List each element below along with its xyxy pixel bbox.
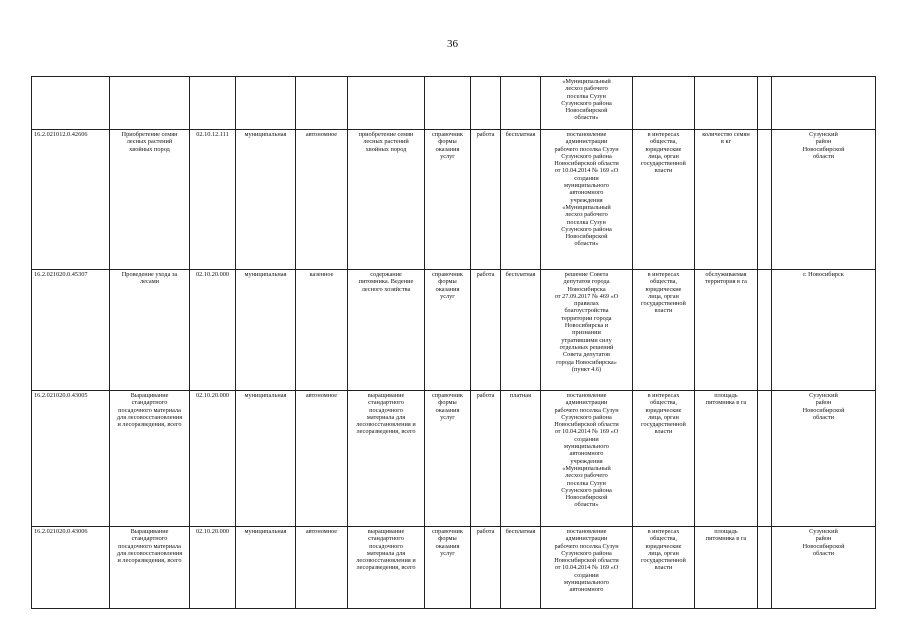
cell-kind: работа: [471, 130, 501, 270]
cell-territory: [772, 77, 876, 130]
cell-blank: [758, 391, 772, 527]
cell-service-name: Выращивание стандартного посадочного материала для лесовосстановления и лесоразведения, всего: [110, 391, 190, 527]
cell-okved: 02.10.20.000: [190, 270, 236, 391]
cell-code: 16.2.021020.0.43005: [32, 391, 110, 527]
cell-service-name: Проведение ухода за лесами: [110, 270, 190, 391]
cell-service-name: Выращивание стандартного посадочного материала для лесовосстановления и лесоразведения, всего: [110, 527, 190, 609]
cell-legal-basis: постановление администрации рабочего поселка Сузун Сузунского района Новосибирской области от 10.04.2014 № 169 «О создании муниципального автономного: [541, 527, 633, 609]
cell-indicator: площадь питомника в га: [695, 391, 758, 527]
table-row: [32, 270, 876, 391]
cell-blank: [758, 77, 772, 130]
cell-legal-basis: постановление администрации рабочего поселка Сузун Сузунского района Новосибирской области от 10.04.2014 № 169 «О создании муниципального автономного учреждения «Муниципальный лесхоз рабочего поселка Сузун Сузунского района Новосибирской области»: [541, 391, 633, 527]
cell-level: муниципальная: [236, 391, 296, 527]
table-row: [32, 77, 876, 130]
cell-legal-basis: «Муниципальный лесхоз рабочего поселка Сузун Сузунского района Новосибирской области»: [541, 77, 633, 130]
cell-kind: работа: [471, 527, 501, 609]
cell-blank: [758, 527, 772, 609]
cell-content: выращивание стандартного посадочного материала для лесовосстановления и лесоразведения, всего: [348, 527, 425, 609]
cell-consumers: в интересах общества, юридические лица, орган государственной власти: [633, 130, 695, 270]
cell-institution-type: автономное: [296, 391, 348, 527]
cell-territory: Сузунский район Новосибирской области: [772, 130, 876, 270]
cell-blank: [758, 130, 772, 270]
cell-consumers: в интересах общества, юридические лица, орган государственной власти: [633, 527, 695, 609]
cell-okved: 02.10.20.000: [190, 391, 236, 527]
page-number: 36: [447, 38, 458, 50]
cell-consumers: [633, 77, 695, 130]
cell-indicator: обслуживаемая территория в га: [695, 270, 758, 391]
cell-kind: [471, 77, 501, 130]
cell-legal-basis: решение Совета депутатов города Новосибирска от 27.09.2017 № 469 «О правилах благоустройства территории города Новосибирска и признании утратившими силу отдельных решений Совета депутатов города Новосибирска» (пункт 4.6): [541, 270, 633, 391]
cell-blank: [758, 270, 772, 391]
cell-service-name: [110, 77, 190, 130]
cell-indicator: количество семян в кг: [695, 130, 758, 270]
cell-code: 16.2.021020.0.45307: [32, 270, 110, 391]
cell-okved: 02.10.20.000: [190, 527, 236, 609]
cell-institution-type: казенное: [296, 270, 348, 391]
cell-level: муниципальная: [236, 270, 296, 391]
cell-level: муниципальная: [236, 130, 296, 270]
cell-okved: [190, 77, 236, 130]
cell-legal-basis: постановление администрации рабочего поселка Сузун Сузунского района Новосибирской области от 10.04.2014 № 169 «О создании муниципального автономного учреждения «Муниципальный лесхоз рабочего поселка Сузун Сузунского района Новосибирской области»: [541, 130, 633, 270]
cell-territory: Сузунский район Новосибирской области: [772, 527, 876, 609]
cell-content: содержание питомника. Ведение лесного хозяйства: [348, 270, 425, 391]
cell-content: выращивание стандартного посадочного материала для лесовосстановления и лесоразведения, всего: [348, 391, 425, 527]
cell-payment: бесплатная: [501, 527, 541, 609]
cell-payment: бесплатная: [501, 130, 541, 270]
cell-service-name: Приобретение семян лесных растений хвойных пород: [110, 130, 190, 270]
cell-code: 16.2.021020.0.43006: [32, 527, 110, 609]
cell-payment: [501, 77, 541, 130]
table-row: [32, 391, 876, 527]
cell-territory: г. Новосибирск: [772, 270, 876, 391]
cell-register: справочник формы оказания услуг: [425, 527, 471, 609]
cell-payment: бесплатная: [501, 270, 541, 391]
cell-register: [425, 77, 471, 130]
services-registry-table: [31, 76, 876, 609]
cell-territory: Сузунский район Новосибирской области: [772, 391, 876, 527]
cell-register: справочник формы оказания услуг: [425, 270, 471, 391]
cell-consumers: в интересах общества, юридические лица, орган государственной власти: [633, 270, 695, 391]
cell-indicator: площадь питомника в га: [695, 527, 758, 609]
cell-institution-type: автономное: [296, 527, 348, 609]
cell-kind: работа: [471, 270, 501, 391]
cell-level: [236, 77, 296, 130]
cell-institution-type: автономное: [296, 130, 348, 270]
cell-register: справочник формы оказания услуг: [425, 391, 471, 527]
cell-okved: 02.10.12.111: [190, 130, 236, 270]
cell-payment: платная: [501, 391, 541, 527]
cell-indicator: [695, 77, 758, 130]
cell-level: муниципальная: [236, 527, 296, 609]
cell-consumers: в интересах общества, юридические лица, орган государственной власти: [633, 391, 695, 527]
cell-code: [32, 77, 110, 130]
cell-content: [348, 77, 425, 130]
cell-register: справочник формы оказания услуг: [425, 130, 471, 270]
table-row: [32, 130, 876, 270]
cell-kind: работа: [471, 391, 501, 527]
table-row: [32, 527, 876, 609]
cell-content: приобретение семян лесных растений хвойных пород: [348, 130, 425, 270]
cell-institution-type: [296, 77, 348, 130]
cell-code: 16.2.021012.0.42606: [32, 130, 110, 270]
